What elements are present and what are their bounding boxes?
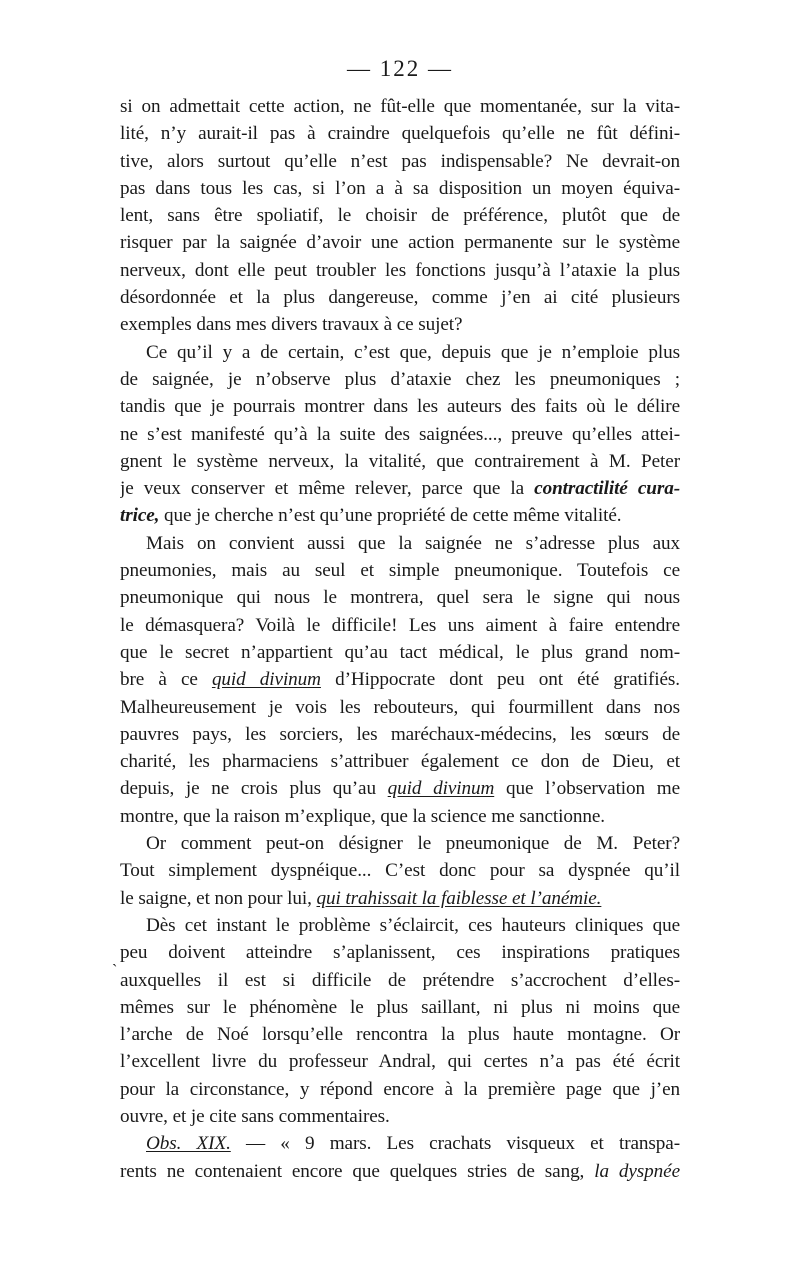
text-line (120, 666, 680, 693)
text-line (120, 912, 680, 939)
text-run: Ce qu’il y a de certain, c’est que, depuis que je n’emploie plus (146, 341, 680, 363)
text-run: que je cherche n’est qu’une propriété de cette même vitalité. (159, 505, 622, 527)
text-run: depuis, je ne crois plus qu’au (120, 778, 388, 800)
text-run: lité, n’y aurait-il pas à craindre quelquefois qu’elle ne fût défini- (120, 123, 680, 145)
text-run: bre à ce (120, 669, 212, 691)
text-line (120, 1048, 680, 1075)
text-run: Or comment peut-on désigner le pneumonique de M. Peter? (146, 833, 680, 855)
text-line (120, 502, 680, 529)
text-line (120, 639, 680, 666)
text-run: d’Hippocrate dont peu ont été gratifiés. (320, 669, 680, 691)
text-line (120, 857, 680, 884)
text-line (120, 311, 680, 338)
text-line (120, 175, 680, 202)
emphasized-text: contractilité cura- (534, 478, 680, 500)
text-run: tive, alors surtout qu’elle n’est pas indispensable? Ne devrait-on (120, 150, 680, 172)
text-run: Malheureusement je vois les rebouteurs, qui fourmillent dans nos (120, 696, 680, 718)
text-run: le démasquera? Voilà le difficile! Les uns aiment à faire entendre (120, 614, 680, 636)
emphasized-text: la dyspnée (594, 1160, 680, 1182)
body-text (120, 93, 680, 1185)
text-line (120, 612, 680, 639)
text-run: mêmes sur le phénomène le plus saillant, ni plus ni moins que (120, 996, 680, 1018)
text-run: lent, sans être spoliatif, le choisir de préférence, plutôt que de (120, 205, 680, 227)
text-line (120, 1076, 680, 1103)
text-line (120, 830, 680, 857)
text-run: l’arche de Noé lorsqu’elle rencontra la plus haute montagne. Or (120, 1024, 680, 1046)
text-line (120, 694, 680, 721)
text-run: gnent le système nerveux, la vitalité, que contrairement à M. Peter (120, 450, 680, 472)
text-run: rents ne contenaient encore que quelques stries de sang, (120, 1160, 595, 1182)
text-run: pas dans tous les cas, si l’on a à sa disposition un moyen équiva- (120, 177, 680, 199)
text-line (120, 229, 680, 256)
text-line (120, 475, 680, 502)
text-run: ne s’est manifesté qu’à la suite des saignées..., preuve qu’elles attei- (120, 423, 680, 445)
text-run: charité, les pharmaciens s’attribuer également ce don de Dieu, et (120, 751, 680, 773)
text-run: l’excellent livre du professeur Andral, qui certes n’a pas été écrit (120, 1051, 680, 1073)
text-line (120, 994, 680, 1021)
emphasized-text: trice, (120, 505, 160, 527)
text-run: auxquelles il est si difficile de prétendre s’accrochent d’elles- (120, 969, 680, 991)
text-run: tandis que je pourrais montrer dans les auteurs des faits où le délire (120, 396, 680, 418)
text-line (120, 1158, 680, 1185)
emphasized-text: quid divinum (387, 778, 495, 800)
text-line (120, 1103, 680, 1130)
text-line (120, 939, 680, 966)
text-run: de saignée, je n’observe plus d’ataxie chez les pneumoniques ; (120, 368, 680, 390)
text-run: ouvre, et je cite sans commentaires. (120, 1105, 390, 1127)
text-line (120, 393, 680, 420)
text-run: le saigne, et non pour lui, (120, 887, 317, 909)
emphasized-text: qui trahissait la faiblesse et l’anémie. (316, 887, 602, 909)
text-line (120, 1130, 680, 1157)
text-run: désordonnée et la plus dangereuse, comme j’en ai cité plusieurs (120, 287, 680, 309)
text-run: exemples dans mes divers travaux à ce sujet? (120, 314, 463, 336)
text-line (120, 421, 680, 448)
text-run: pneumonies, mais au seul et simple pneumonique. Toutefois ce (120, 560, 680, 582)
text-run: risquer par la saignée d’avoir une action permanente sur le système (120, 232, 680, 254)
emphasized-text: quid divinum (211, 669, 321, 691)
text-line (120, 202, 680, 229)
text-run: pauvres pays, les sorciers, les maréchaux-médecins, les sœurs de (120, 723, 680, 745)
text-run: pour la circonstance, y répond encore à la première page que j’en (120, 1078, 680, 1100)
text-line (120, 257, 680, 284)
text-line (120, 284, 680, 311)
text-run: peu doivent atteindre s’aplanissent, ces inspirations pratiques (120, 942, 680, 964)
text-line (120, 339, 680, 366)
text-run: je veux conserver et même relever, parce que la (120, 478, 535, 500)
text-run: Mais on convient aussi que la saignée ne s’adresse plus aux (146, 532, 680, 554)
text-run: — « 9 mars. Les crachats visqueux et transpa- (230, 1133, 680, 1155)
text-line (120, 885, 680, 912)
text-line (120, 366, 680, 393)
text-run: Tout simplement dyspnéique... C’est donc pour sa dyspnée qu’il (120, 860, 680, 882)
page-number: — 122 — (347, 56, 453, 81)
emphasized-text: Obs. XIX. (146, 1133, 231, 1155)
text-run: nerveux, dont elle peut troubler les fonctions jusqu’à l’ataxie la plus (120, 259, 680, 281)
text-line (120, 148, 680, 175)
text-line (120, 584, 680, 611)
text-run: que l’observation me (494, 778, 680, 800)
text-line (120, 448, 680, 475)
text-line (120, 120, 680, 147)
text-run: Dès cet instant le problème s’éclaircit, ces hauteurs cliniques que (146, 914, 680, 936)
margin-mark: ` (112, 962, 118, 979)
text-line (120, 803, 680, 830)
text-run: que le secret n’appartient qu’au tact médical, le plus grand nom- (120, 641, 680, 663)
text-line (120, 557, 680, 584)
text-line (120, 721, 680, 748)
text-line (120, 967, 680, 994)
text-line (120, 748, 680, 775)
text-run: si on admettait cette action, ne fût-elle que momentanée, sur la vita- (120, 96, 680, 117)
text-line (120, 530, 680, 557)
text-run: pneumonique qui nous le montrera, quel sera le signe qui nous (120, 587, 680, 609)
text-line (120, 1021, 680, 1048)
text-line (120, 93, 680, 120)
text-run: montre, que la raison m’explique, que la science me sanctionne. (120, 805, 605, 827)
text-line (120, 775, 680, 802)
